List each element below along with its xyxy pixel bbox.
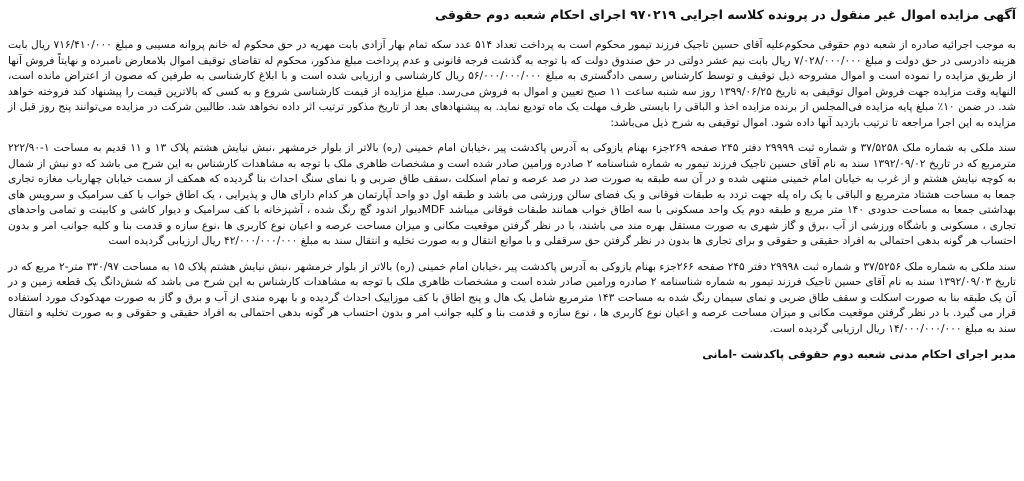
paragraph-property-1: سند ملکی به شماره ملک ۳۷/۵۲۵۸ و شماره ثبت ۲۹۹۹۹ دفتر ۲۴۵ صفحه ۲۶۹جزء بهنام یازوکی به آدرس پاکدشت پیر ،خیابان امام خمینی (ره) بالاتر از بلوار خرمشهر ،نبش نیایش هشتم پلاک ۱۳ و ۱۱ قدیم به مساحت ۱-۲۲۲/۹۰ مترمربع که در تاریخ ۱۳۹۲/۰۹/۰۲ سند به نام آقای حسین تاجیک فرزند تیمور به شماره شناسنامه ۲ صادره ورامین صادر شده است و مشخصات ظاهری ملک با توجه به مشاهدات کارشناس به این شرح می باشد که دو نبش از شمال به کوچه نیایش هشتم و از غرب به خیابان امام خمینی منتهی شده و در آن سه طبقه به صورت صد در صد عرصه و تمام اسکلت ،سقف طاق ضربی و با نمای سنگ احداث بنا گردیده که همکف از سمت خیابان چهارباب مغازه تجاری جمعا به مساحت هشتاد مترمربع و الباقی با یک راه پله جهت تردد به طبقات فوقانی و یک فضای سالن ورزشی می باشد و طبقه اول دو واحد آپارتمان هر کدام دارای هال و پذیرایی ، یک اطاق خواب با کف سرامیک و سرویس های بهداشتی جمعا به مساحت حدودی ۱۴۰ متر مربع و طبقه دوم یک واحد مسکونی با سه اطاق خواب همانند طبقات فوقانی میباشد MDFدیوار اندود گچ رنگ شده ، آشپزخانه با کف سرامیک و دیوار کاشی و کابینت و تمامی واحدهای تجاری ، مسکونی و باشگاه ورزشی از آب ،برق و گاز شهری به صورت مستقل بهره مند می باشند، با در نظر گرفتن موقعیت مکانی و میزان مساحت عرصه و اعیان نوع کاربری ها ،نوع سازه و قدمت بنا و کلیه جوانب امر و بدون احتساب هر گونه بدهی احتمالی به افراد حقیقی و حقوقی و برای تجاری ها بدون در نظر گرفتن حق سرقفلی و با موانع انتقال و به صورت تخلیه و انتقال سند به مبلغ ۴۲/۰۰۰/۰۰۰/۰۰۰ ریال ارزیابی گردیده است <box>8 142 1017 247</box>
notice-title: آگهی مزایده اموال غیر منقول در پرونده کلاسه اجرایی ۹۷۰۲۱۹ اجرای احکام شعبه دوم حقوقی <box>435 7 1016 22</box>
paragraph-intro: به موجب اجرائیه صادره از شعبه دوم حقوقی محکوم‌علیه آقای حسین تاجیک فرزند تیمور محکوم است به پرداخت تعداد ۵۱۴ عدد سکه تمام بهار آزادی بابت مهریه در حق محکوم له خانم پروانه مسیبی و مبلغ ۷۱۶/۴۱۰/۰۰۰ ریال بابت هزینه دادرسی در حق دولت و مبلغ ۷/۰۲۸/۰۰۰/۰۰۰ ریال بابت نیم عشر دولتی در حق صندوق دولت که با توجه به گذشت فرجه قانونی و عدم پرداخت مبلغ مذکور، محکوم له تقاضای توقیف اموال بلامعارض نامبرده و نهایتاً فروش آنها از طریق مزایده را نموده است و اموال مشروحه ذیل توقیف و توسط کارشناس رسمی دادگستری به مبلغ ۵۶/۰۰۰/۰۰۰/۰۰۰ ریال کارشناسی و ارزیابی شده است و با ابلاغ کارشناسی به طرفین که مصون از اعتراض مانده است، النهایه وقت مزایده جهت فروش اموال توقیفی به تاریخ ۱۳۹۹/۰۶/۲۵ روز سه شنبه ساعت ۱۱ صبح تعیین و اموال به فروش می‌رسد. مبلغ مزایده از قیمت کارشناسی شروع و به کسی که بالاترین قیمت را پیشنهاد کند فروخته خواهد شد. در ضمن ۱۰٪ مبلغ پایه مزایده فی‌المجلس از برنده مزایده اخذ و الباقی را بایستی ظرف مهلت یک ماه تودیع نماید. به پیشنهادهای بعد از تاریخ مذکور ترتیب اثر داده نخواهد شد. طالبین شرکت در مزایده می‌توانند پنج روز قبل از مزایده به این اجرا مراجعه تا ترتیب بازدید آنها داده شود. اموال توقیفی به شرح ذیل می‌باشد: <box>8 39 1016 129</box>
signature-line: مدیر اجرای احکام مدنی شعبه دوم حقوقی پاکدشت -امانی <box>702 348 1016 361</box>
paragraph-property-2: سند ملکی به شماره ملک ۳۷/۵۲۵۶ و شماره ثبت ۲۹۹۹۸ دفتر ۲۴۵ صفحه ۲۶۶جزء بهنام یازوکی به آدرس پاکدشت پیر ،خیابان امام خمینی (ره) بالاتر از بلوار خرمشهر ،نبش نیایش هشتم پلاک ۱۵ به مساحت ۳۳۰/۹۷ متر-۲ مربع که در تاریخ ۱۳۹۲/۰۹/۰۳ سند به نام آقای حسین تاجیک فرزند تیمور به شماره شناسنامه ۲ صادره ورامین صادر شده است و مشخصات ظاهری ملک با توجه به مشاهدات کارشناس به این شرح می باشد که شش‌دانگ یک قطعه زمین و در آن یک طبقه بنا به صورت اسکلت و سقف طاق ضربی و نمای سیمان رنگ شده به مساحت ۱۴۳ مترمربع شامل یک هال و پنج اطاق با کف موزاییک احداث گردیده و با بهره مندی از آب و برق و گاز به صورت مهدکودک مورد استفاده قرار می گیرد. با در نظر گرفتن موقعیت مکانی و میزان مساحت عرصه و اعیان نوع کاربری ها ، نوع سازه و قدمت بنا و کلیه جوانب امر و بدون احتساب هر گونه بدهی احتمالی به افراد حقیقی و حقوقی و به صورت تخلیه و انتقال سند به مبلغ ۱۴/۰۰۰/۰۰۰/۰۰۰ ریال ارزیابی گردیده است. <box>8 260 1016 335</box>
